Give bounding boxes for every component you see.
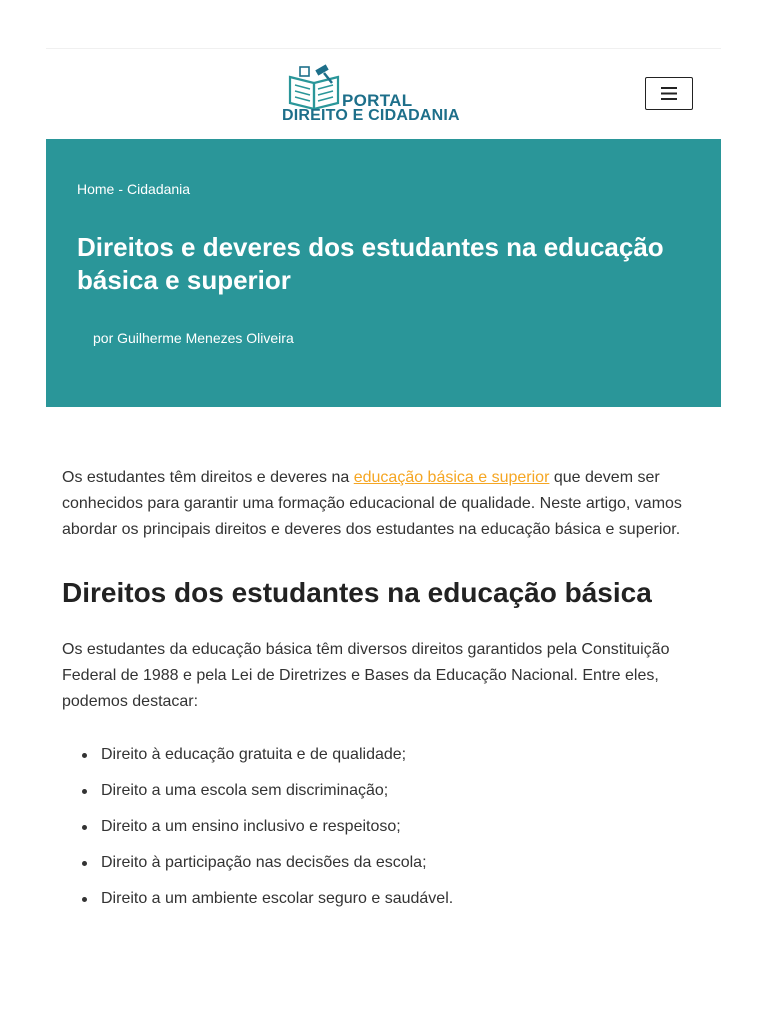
intro-paragraph xyxy=(62,465,722,543)
list-item: Direito a um ambiente escolar seguro e saudável. xyxy=(80,889,722,909)
byline-prefix: por xyxy=(93,330,114,346)
menu-toggle-button[interactable] xyxy=(645,77,693,110)
article-hero-banner xyxy=(46,139,721,407)
breadcrumb-category-link[interactable]: Cidadania xyxy=(127,181,191,197)
intro-text-end: que devem ser conhecidos para garantir uma formação educacional de qualidade. Neste artigo, vamos abordar os principais direitos e deveres dos estudantes na educação básica e superior. xyxy=(62,469,682,538)
logo-text-portal: PORTAL xyxy=(342,91,413,110)
page-title: Direitos e deveres dos estudantes na educação básica e superior xyxy=(77,232,664,295)
rights-list xyxy=(62,745,722,909)
hamburger-icon xyxy=(661,87,677,100)
logo-text-name: DIREITO E CIDADANIA xyxy=(282,107,460,124)
list-item: Direito a uma escola sem discriminação; xyxy=(80,781,722,801)
author-link[interactable]: Guilherme Menezes Oliveira xyxy=(117,330,294,346)
article-byline xyxy=(93,330,294,346)
site-logo[interactable] xyxy=(280,61,480,127)
list-item: Direito a um ensino inclusivo e respeitoso; xyxy=(80,817,722,837)
site-header xyxy=(46,49,721,139)
section-paragraph: Os estudantes da educação básica têm diversos direitos garantidos pela Constituição Federal de 1988 e pela Lei de Diretrizes e Bases da Educação Nacional. Entre eles, podemos destacar: xyxy=(62,641,670,710)
breadcrumb-home-link[interactable]: Home xyxy=(77,181,115,197)
open-book-icon xyxy=(286,63,344,111)
breadcrumb-separator: - xyxy=(118,181,124,197)
section-heading: Direitos dos estudantes na educação básica xyxy=(62,577,652,608)
breadcrumb xyxy=(77,181,190,197)
list-item: Direito à participação nas decisões da escola; xyxy=(80,853,722,873)
list-item: Direito à educação gratuita e de qualidade; xyxy=(80,745,722,765)
intro-text-start: Os estudantes têm direitos e deveres na xyxy=(62,469,354,486)
article-content xyxy=(62,465,722,925)
education-link[interactable]: educação básica e superior xyxy=(353,469,550,486)
